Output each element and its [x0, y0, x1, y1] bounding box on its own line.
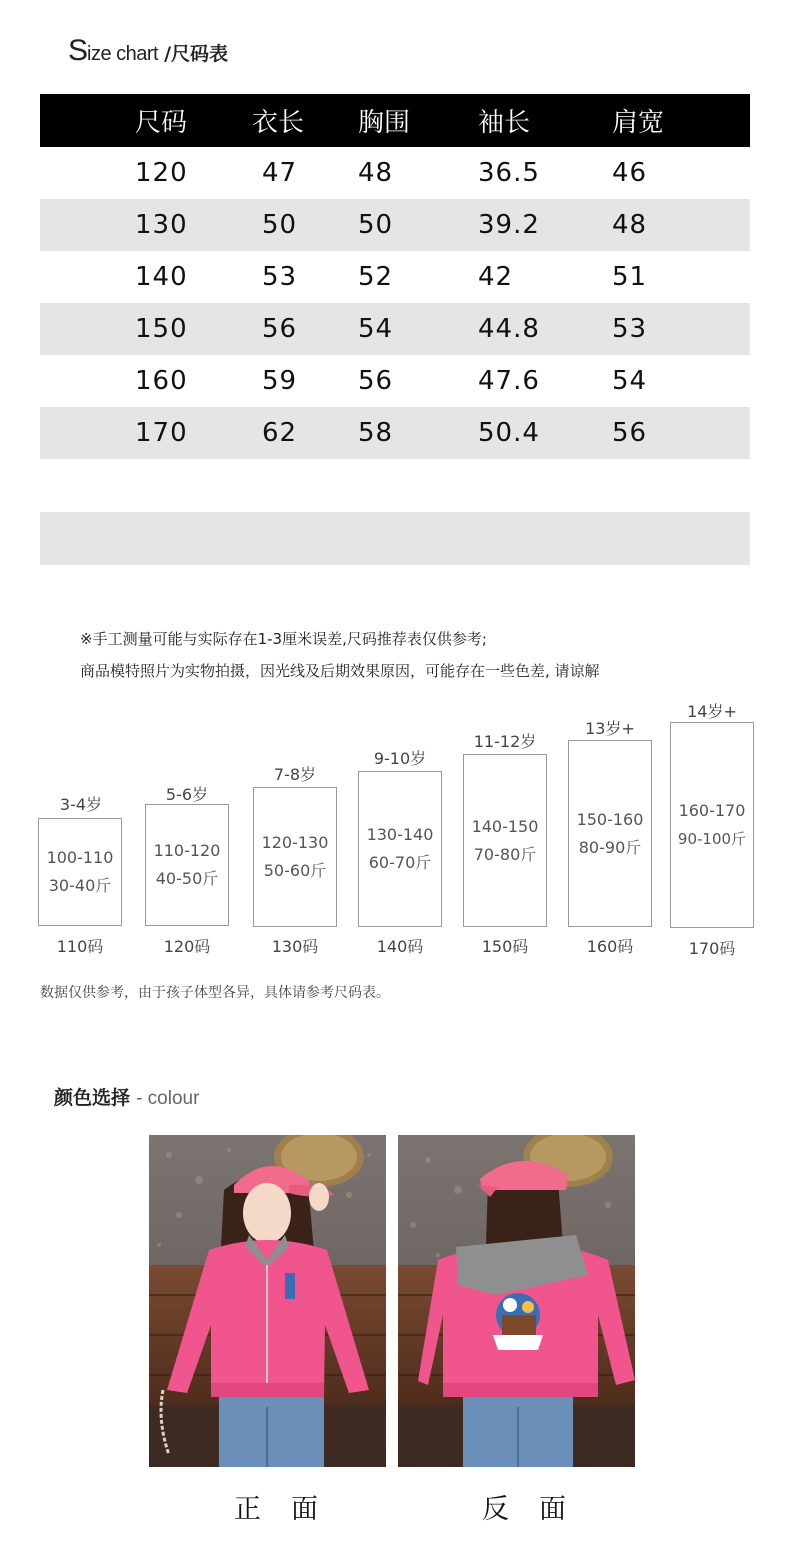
- age-label: 13岁+: [585, 719, 635, 738]
- cell-chest: 56: [358, 366, 394, 396]
- table-row: [40, 251, 750, 303]
- size-box: [568, 740, 652, 927]
- cell-sleeve: 44.8: [478, 314, 540, 344]
- cell-shoulder: 54: [612, 366, 648, 396]
- back-model-illustration: [398, 1135, 635, 1467]
- heading-initial: S: [68, 34, 88, 67]
- header-shoulder: 肩宽: [612, 108, 665, 138]
- weight-range: 50-60斤: [263, 861, 327, 880]
- size-table: [40, 94, 750, 459]
- cell-size: 130: [135, 210, 188, 240]
- cell-size: 120: [135, 158, 188, 188]
- cell-shoulder: 46: [612, 158, 648, 188]
- size-box: [38, 818, 122, 926]
- weight-range: 70-80斤: [473, 844, 537, 864]
- cell-length: 62: [262, 418, 298, 448]
- size-box: [358, 771, 442, 927]
- table-row: [40, 407, 750, 459]
- height-range: 110-120: [153, 841, 221, 860]
- age-label: 9-10岁: [373, 749, 427, 768]
- size-code: 150码: [481, 937, 529, 956]
- size-code: 170码: [688, 939, 736, 958]
- cell-length: 53: [262, 262, 298, 292]
- cell-length: 50: [262, 210, 298, 240]
- cell-shoulder: 53: [612, 314, 648, 344]
- cell-size: 160: [135, 366, 188, 396]
- size-code: 110码: [56, 937, 104, 956]
- cell-length: 56: [262, 314, 298, 344]
- header-sleeve: 袖长: [478, 108, 531, 138]
- height-range: 100-110: [46, 848, 114, 867]
- age-label: 11-12岁: [473, 732, 537, 751]
- cell-sleeve: 36.5: [478, 158, 540, 188]
- cell-sleeve: 42: [478, 262, 514, 292]
- colour-title-cn: 颜色选择: [54, 1087, 131, 1109]
- back-label: 反面: [482, 1494, 596, 1525]
- header-length: 衣长: [252, 108, 305, 138]
- size-code: 120码: [163, 937, 211, 956]
- colour-selection-title: [54, 1083, 199, 1110]
- table-row: [40, 199, 750, 251]
- height-range: 150-160: [576, 809, 644, 829]
- table-row: [40, 355, 750, 407]
- height-range: 120-130: [261, 833, 329, 852]
- color-difference-note: 商品模特照片为实物拍摄，因光线及后期效果原因，可能存在一些色差, 请谅解: [80, 662, 600, 680]
- cell-chest: 54: [358, 314, 394, 344]
- cell-sleeve: 47.6: [478, 366, 540, 396]
- table-row: [40, 147, 750, 199]
- heading-chinese: /尺码表: [164, 43, 229, 65]
- table-row: [40, 303, 750, 355]
- cell-chest: 58: [358, 418, 394, 448]
- front-model-illustration: [149, 1135, 386, 1467]
- age-label: 3-4岁: [59, 795, 103, 814]
- front-photo: [149, 1135, 386, 1467]
- front-label: 正面: [234, 1494, 348, 1525]
- cell-chest: 52: [358, 262, 394, 292]
- reference-footnote: 数据仅供参考，由于孩子体型各异，具体请参考尺码表。: [40, 985, 390, 1001]
- size-box: [253, 787, 337, 927]
- size-box: [463, 754, 547, 927]
- cell-shoulder: 56: [612, 418, 648, 448]
- size-box: [670, 722, 754, 928]
- cell-shoulder: 51: [612, 262, 648, 292]
- size-code: 160码: [586, 937, 634, 956]
- size-code: 130码: [271, 937, 319, 956]
- weight-range: 30-40斤: [48, 876, 112, 895]
- age-label: 14岁+: [687, 702, 737, 721]
- colour-title-en: - colour: [136, 1088, 200, 1109]
- back-photo: [398, 1135, 635, 1467]
- height-range: 160-170: [678, 801, 746, 820]
- age-label: 7-8岁: [273, 765, 317, 784]
- heading-english: ize chart: [87, 43, 159, 65]
- cell-shoulder: 48: [612, 210, 648, 240]
- weight-range: 40-50斤: [155, 869, 219, 888]
- size-box: [145, 804, 229, 926]
- cell-size: 140: [135, 262, 188, 292]
- cell-chest: 50: [358, 210, 394, 240]
- height-range: 140-150: [471, 816, 539, 836]
- cell-length: 59: [262, 366, 298, 396]
- empty-table-row: [40, 512, 750, 565]
- cell-sleeve: 39.2: [478, 210, 540, 240]
- age-label: 5-6岁: [165, 785, 209, 804]
- cell-size: 150: [135, 314, 188, 344]
- weight-range: 60-70斤: [368, 853, 432, 872]
- cell-chest: 48: [358, 158, 394, 188]
- cell-length: 47: [262, 158, 298, 188]
- size-code: 140码: [376, 937, 424, 956]
- header-chest: 胸围: [358, 108, 411, 138]
- size-table-header: [40, 94, 750, 147]
- header-size: 尺码: [135, 108, 188, 138]
- size-chart-heading: [68, 34, 228, 68]
- weight-range: 90-100斤: [677, 830, 747, 848]
- height-range: 130-140: [366, 825, 434, 844]
- measurement-note: ※手工测量可能与实际存在1-3厘米误差,尺码推荐表仅供参考;: [80, 630, 487, 648]
- cell-size: 170: [135, 418, 188, 448]
- weight-range: 80-90斤: [578, 837, 642, 857]
- cell-sleeve: 50.4: [478, 418, 540, 448]
